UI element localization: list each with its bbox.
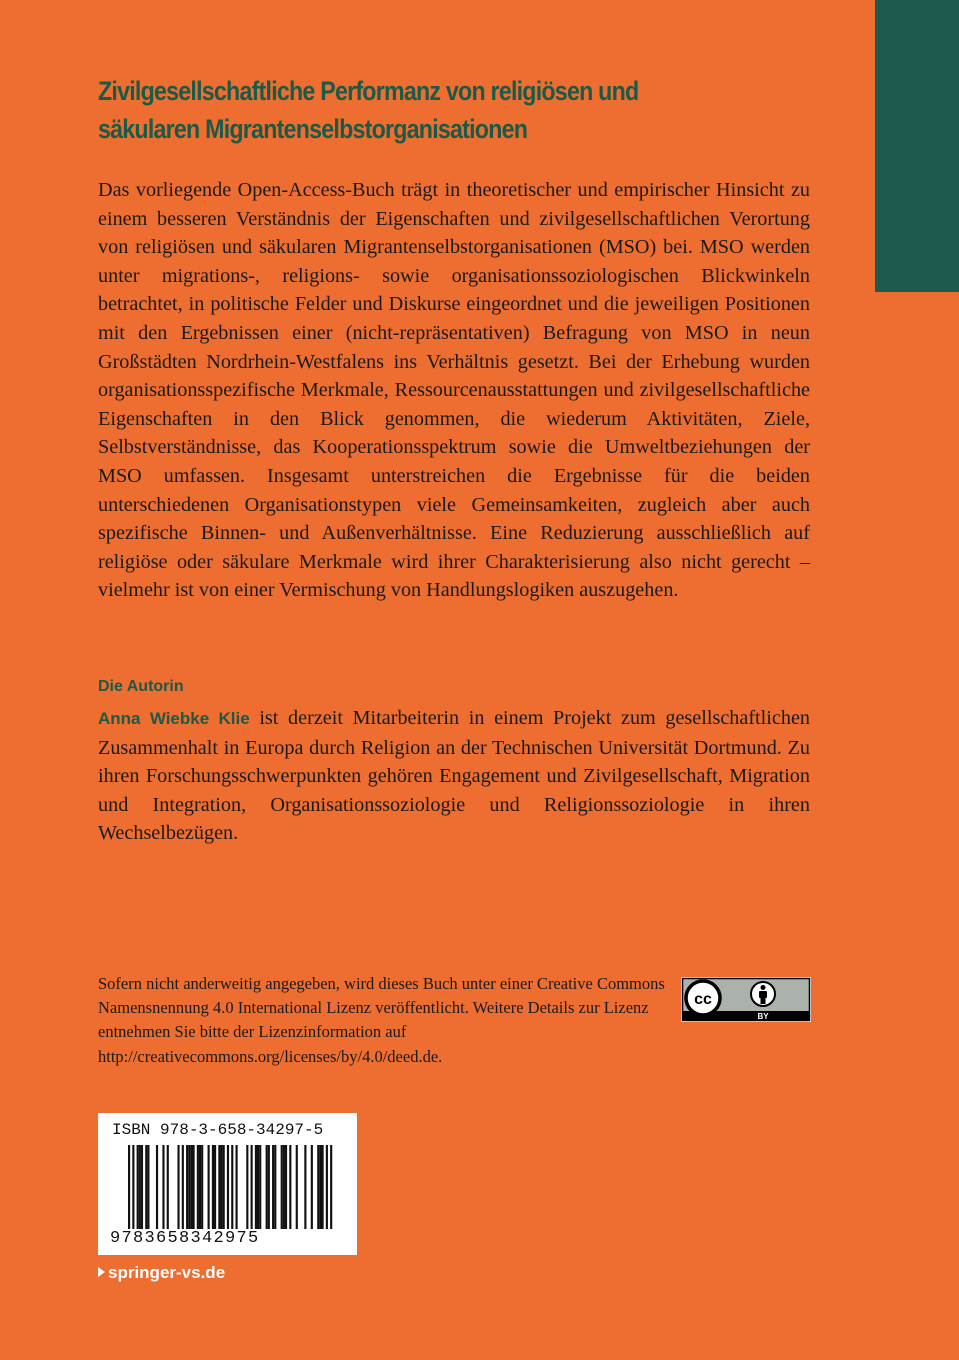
- barcode-bar: [272, 1145, 274, 1229]
- barcode-bar: [311, 1145, 313, 1229]
- barcode-bar: [223, 1145, 225, 1229]
- barcode-bar: [182, 1145, 184, 1229]
- barcode-bar: [193, 1145, 195, 1229]
- barcode-bar: [304, 1145, 306, 1229]
- barcode-bar: [220, 1145, 222, 1229]
- barcode-bar: [319, 1145, 321, 1229]
- attribution-person-icon: [751, 982, 775, 1006]
- barcode-bar: [197, 1145, 199, 1229]
- license-text: Sofern nicht anderweitig angegeben, wird dieses Buch unter einer Creative Commons Namensnennung 4.0 International Lizenz veröffentlicht. Weitere Details zur Lizenz entnehmen Sie bitte der Lizenzinformation auf http://creativecommons.org/licenses/by/4.0/deed.de.: [98, 974, 665, 1066]
- barcode-bar: [283, 1145, 285, 1229]
- by-label: BY: [757, 1012, 769, 1021]
- barcode-bar: [208, 1145, 210, 1229]
- barcode-bar: [201, 1145, 203, 1229]
- cc-icon: cc: [694, 991, 712, 1008]
- barcode-bar: [190, 1145, 192, 1229]
- barcode-bar: [186, 1145, 188, 1229]
- barcode-bar: [212, 1145, 214, 1229]
- barcode-bar: [199, 1145, 201, 1229]
- author-heading: Die Autorin: [98, 678, 184, 695]
- barcode-bar: [281, 1145, 283, 1229]
- barcode-bar: [167, 1145, 169, 1229]
- barcode-bar: [251, 1145, 253, 1229]
- barcode-bar: [246, 1145, 248, 1229]
- isbn-label: ISBN 978-3-658-34297-5: [112, 1121, 324, 1139]
- barcode-bar: [268, 1145, 270, 1229]
- isbn-barcode: [98, 1113, 357, 1255]
- barcode-bar: [289, 1145, 291, 1229]
- book-description: Das vorliegende Open-Access-Buch trägt in theoretischer und empirischer Hinsicht zu einem besseren Verständnis der Eigenschaften und zivilgesellschaftlichen Verortung von religiösen und säkularen Migrantenselbstorganisationen (MSO) bei. MSO werden unter migrations-, religions- sowie organisationssoziologischen Blickwinkeln betrachtet, in politische Felder und Diskurse eingeordnet und die jeweiligen Positionen mit den Ergebnissen einer (nicht-repräsentativen) Befragung von MSO in neun Großstädten Nordrhein-Westfalens ins Verhältnis gesetzt. Bei der Erhebung wurden organisationsspezifische Merkmale, Ressourcenausstattungen und zivilgesellschaftliche Eigenschaften in den Blick genommen, die wiederum Aktivitäten, Ziele, Selbstverständnisse, das Kooperationsspektrum sowie die Umweltbeziehungen der MSO umfassen. Insgesamt unterstreichen die Ergebnisse für die beiden unterschiedenen Organisationstypen viele Gemeinsamkeiten, zugleich aber auch spezifische Binnen- und Außenverhältnisse. Eine Reduzierung ausschließlich auf religiöse oder säkulare Merkmale wird ihrer Charakterisierung also nicht gerecht – vielmehr ist von einer Vermischung von Handlungslogiken auszugehen.: [98, 179, 810, 602]
- spine-color-tab: [875, 0, 959, 292]
- barcode-bar: [255, 1145, 257, 1229]
- publisher-url: springer-vs.de: [108, 1263, 226, 1282]
- barcode-bar: [322, 1145, 324, 1229]
- barcode-bar: [156, 1145, 158, 1229]
- publisher-link[interactable]: [98, 1263, 225, 1283]
- barcode-bar: [188, 1145, 190, 1229]
- barcode-bar: [162, 1145, 164, 1229]
- barcode-bar: [218, 1145, 220, 1229]
- barcode-bar: [139, 1145, 141, 1229]
- barcode-bar: [145, 1145, 147, 1229]
- author-bio: [98, 704, 810, 848]
- barcode-bar: [141, 1145, 143, 1229]
- arrow-right-icon: [98, 1267, 105, 1277]
- barcode-bar: [137, 1145, 139, 1229]
- author-bio-text: ist derzeit Mitarbeiterin in einem Projekt zum gesellschaftlichen Zusammenhalt in Europa durch Religion an der Technischen Universität Dortmund. Zu ihren Forschungsschwerpunkten gehören Engagement und Zivilgesellschaft, Migration und Integration, Organisationssoziologie und Religionssoziologie in ihren Wechselbezügen.: [98, 707, 810, 845]
- book-title: Zivilgesellschaftliche Performanz von religiösen und säkularen Migrantenselbstorganisationen: [98, 76, 639, 144]
- barcode-bar: [317, 1145, 319, 1229]
- barcode-bar: [285, 1145, 287, 1229]
- barcode-bar: [177, 1145, 179, 1229]
- cc-by-license-badge: [681, 977, 811, 1022]
- barcode-bar: [214, 1145, 216, 1229]
- barcode-bar: [257, 1145, 259, 1229]
- barcode-bar: [266, 1145, 268, 1229]
- barcode-bar: [147, 1145, 149, 1229]
- barcode-bar: [274, 1145, 276, 1229]
- author-name: Anna Wiebke Klie: [98, 709, 250, 728]
- ean-digits: 9783658342975: [110, 1229, 346, 1248]
- barcode-bar: [296, 1145, 298, 1229]
- barcode-bar: [236, 1145, 238, 1229]
- barcode-bar: [259, 1145, 261, 1229]
